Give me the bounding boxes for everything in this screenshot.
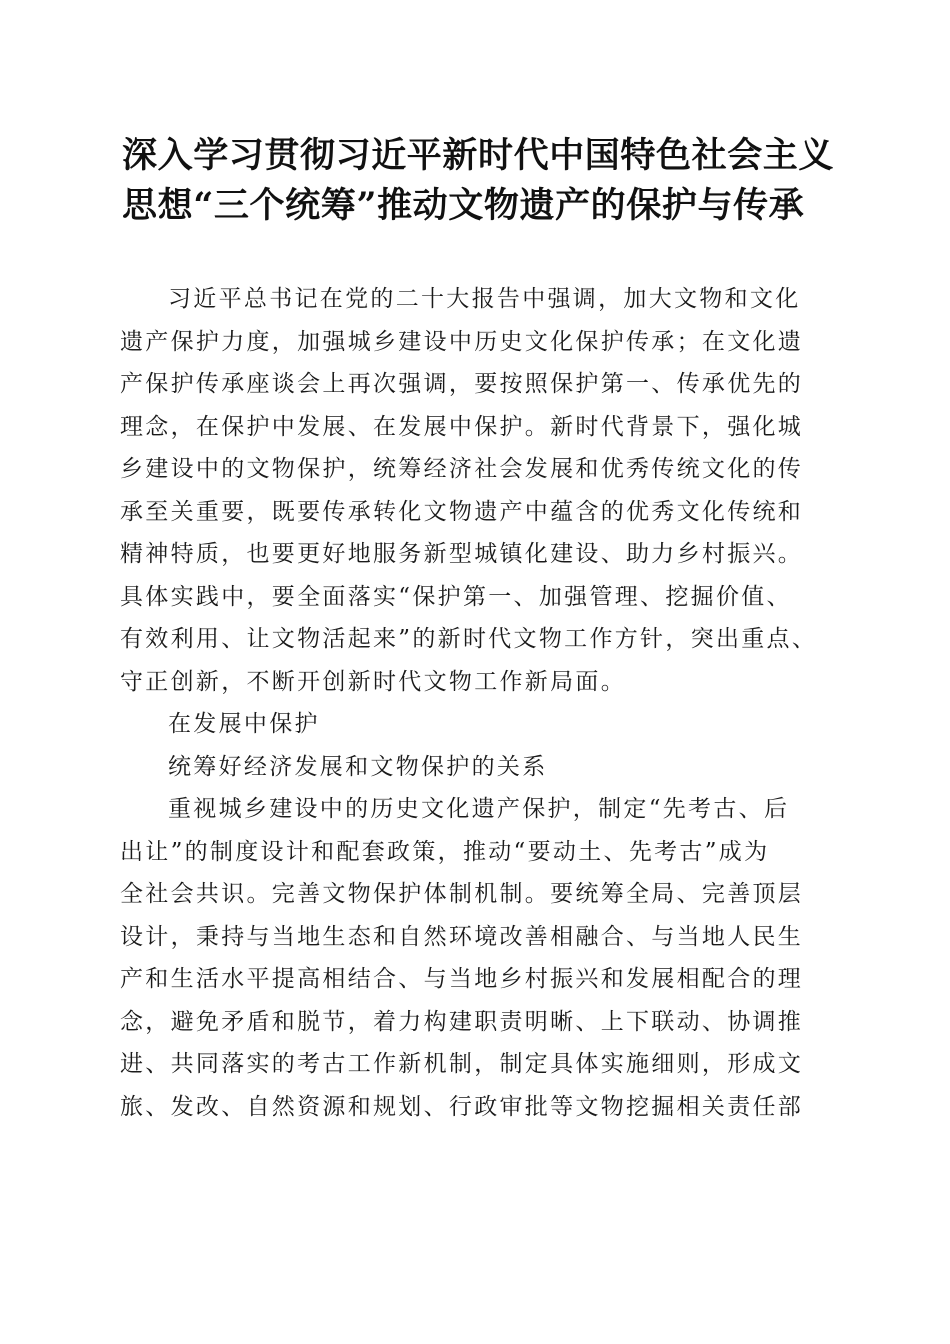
paragraph-line: 习近平总书记在党的二十大报告中强调，加大文物和文化 [168,286,801,312]
paragraph-line: 设计，秉持与当地生态和自然环境改善相融合、与当地人民生 [120,923,804,950]
paragraph-line: 全社会共识。完善文物保护体制机制。要统筹全局、完善顶层 [120,881,804,907]
paragraph-line: 理念，在保护中发展、在发展中保护。新时代背景下，强化城 [120,413,804,440]
document-title [122,131,835,231]
title-line: 深入学习贯彻习近平新时代中国特色社会主义 [122,135,835,176]
paragraph-line: 遗产保护力度，加强城乡建设中历史文化保护传承；在文化遗 [120,328,804,355]
paragraph-line: 旅、发改、自然资源和规划、行政审批等文物挖掘相关责任部 [120,1093,804,1120]
paragraph-line: 产和生活水平提高相结合、与当地乡村振兴和发展相配合的理 [120,966,804,992]
paragraph-line: 进、共同落实的考古工作新机制，制定具体实施细则，形成文 [120,1051,804,1077]
paragraph-line: 精神特质，也要更好地服务新型城镇化建设、助力乡村振兴。 [120,541,804,567]
paragraph-line: 产保护传承座谈会上再次强调，要按照保护第一、传承优先的 [120,371,804,397]
section-subheading: 统筹好经济发展和文物保护的关系 [168,753,548,780]
paragraph-line: 念，避免矛盾和脱节，着力构建职责明晰、上下联动、协调推 [120,1008,804,1035]
paragraph-line: 有效利用、让文物活起来”的新时代文物工作方针，突出重点、 [120,626,818,652]
section-heading: 在发展中保护 [168,711,320,737]
document-body [120,278,832,1128]
title-line: 思想“三个统筹”推动文物遗产的保护与传承 [122,185,805,226]
paragraph-line: 承至关重要，既要传承转化文物遗产中蕴含的优秀文化传统和 [120,498,804,525]
paragraph-line: 出让”的制度设计和配套政策，推动“要动土、先考古”成为 [120,838,770,865]
paragraph-line: 具体实践中，要全面落实“保护第一、加强管理、挖掘价值、 [120,583,792,610]
paragraph-line: 重视城乡建设中的历史文化遗产保护，制定“先考古、后 [168,796,790,822]
paragraph-line: 乡建设中的文物保护，统筹经济社会发展和优秀传统文化的传 [120,456,804,482]
paragraph-line: 守正创新，不断开创新时代文物工作新局面。 [120,668,626,695]
